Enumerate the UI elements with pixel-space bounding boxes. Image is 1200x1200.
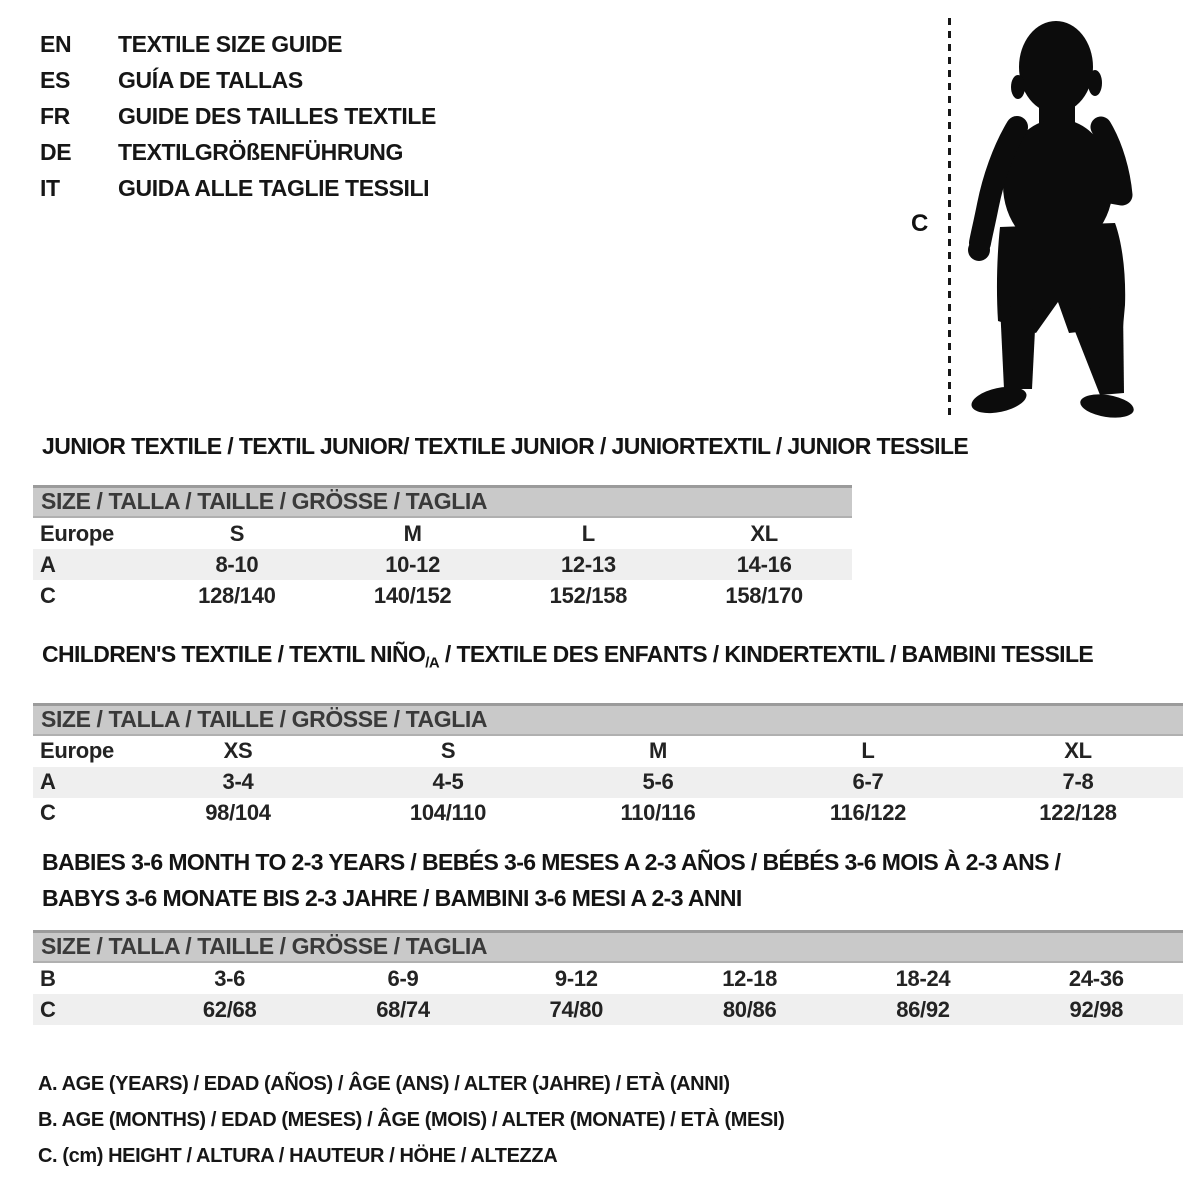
babies-size-table <box>33 963 1183 1025</box>
age-cell: 8-10 <box>149 549 325 580</box>
size-cell: XS <box>223 738 253 764</box>
children-title-part1: CHILDREN'S TEXTILE / TEXTIL NIÑO <box>42 641 426 667</box>
babies-age-row <box>33 963 1183 994</box>
lang-code: IT <box>40 175 60 201</box>
size-cell: L <box>861 738 875 764</box>
legend-line-height-cm: C. (cm) HEIGHT / ALTURA / HAUTEUR / HÖHE / ALTEZZA <box>38 1145 558 1167</box>
height-cell: 92/98 <box>1010 994 1183 1025</box>
height-cell: 74/80 <box>490 994 663 1025</box>
age-cell: 6-7 <box>763 767 973 798</box>
guide-title-es: GUÍA DE TALLAS <box>118 67 303 93</box>
height-cell: 152/158 <box>549 582 628 608</box>
toddler-silhouette <box>955 15 1140 420</box>
babies-section <box>33 850 1183 1025</box>
row-label-cell: C <box>33 994 143 1025</box>
height-cell: 68/74 <box>316 994 489 1025</box>
lang-code: FR <box>40 103 70 129</box>
junior-size-table <box>33 518 852 611</box>
size-cell: XL <box>750 520 778 546</box>
row-label-cell: A <box>33 549 149 580</box>
height-cell: 158/170 <box>725 582 803 608</box>
age-cell: 7-8 <box>973 767 1183 798</box>
height-cell: 122/128 <box>1039 800 1117 826</box>
children-size-header-bar: SIZE / TALLA / TAILLE / GRÖSSE / TAGLIA <box>33 703 1183 736</box>
guide-title-de: TEXTILGRÖßENFÜHRUNG <box>118 139 403 165</box>
height-cell: 110/116 <box>620 800 696 826</box>
lang-code: ES <box>40 67 70 93</box>
lang-row-de <box>40 134 436 170</box>
size-cell: XL <box>1064 738 1092 764</box>
size-cell: M <box>403 520 422 546</box>
row-label-cell: C <box>40 582 56 608</box>
size-cell: L <box>581 520 595 546</box>
junior-size-header-bar: SIZE / TALLA / TAILLE / GRÖSSE / TAGLIA <box>33 485 852 518</box>
region-label-cell: Europe <box>40 520 114 546</box>
legend-line-age-months: B. AGE (MONTHS) / EDAD (MESES) / ÂGE (MOIS) / ALTER (MONATE) / ETÀ (MESI) <box>38 1109 785 1131</box>
junior-height-row <box>33 580 852 611</box>
age-cell: 6-9 <box>387 965 419 991</box>
children-height-row <box>33 798 1183 829</box>
height-cell: 62/68 <box>143 994 316 1025</box>
children-title-sub: /A <box>425 654 440 672</box>
age-cell: 4-5 <box>343 767 553 798</box>
guide-title-en: TEXTILE SIZE GUIDE <box>118 31 343 57</box>
age-cell: 24-36 <box>1068 965 1124 991</box>
height-cell: 128/140 <box>198 582 276 608</box>
region-label-cell: Europe <box>40 738 114 764</box>
height-cell: 80/86 <box>663 994 836 1025</box>
row-label-cell: B <box>40 965 56 991</box>
size-cell: S <box>440 738 456 764</box>
children-age-row <box>33 767 1183 798</box>
lang-row-fr <box>40 98 436 134</box>
age-cell: 3-4 <box>133 767 343 798</box>
age-cell: 3-6 <box>214 965 246 991</box>
height-measure-label: C <box>911 210 929 237</box>
lang-row-en <box>40 26 436 62</box>
legend-line-age-years: A. AGE (YEARS) / EDAD (AÑOS) / ÂGE (ANS) / ALTER (JAHRE) / ETÀ (ANNI) <box>38 1073 730 1095</box>
guide-title-it: GUIDA ALLE TAGLIE TESSILI <box>118 175 430 201</box>
language-header <box>40 26 436 206</box>
age-cell: 9-12 <box>554 965 598 991</box>
height-cell: 98/104 <box>205 800 271 826</box>
junior-section-title: JUNIOR TEXTILE / TEXTIL JUNIOR/ TEXTILE JUNIOR / JUNIORTEXTIL / JUNIOR TESSILE <box>42 433 969 459</box>
lang-row-it <box>40 170 436 206</box>
row-label-cell: C <box>40 800 56 826</box>
babies-size-header-bar: SIZE / TALLA / TAILLE / GRÖSSE / TAGLIA <box>33 930 1183 963</box>
lang-row-es <box>40 62 436 98</box>
height-cell: 104/110 <box>409 800 487 826</box>
junior-section <box>33 433 969 611</box>
age-cell: 12-13 <box>501 549 677 580</box>
babies-section-title-line1: BABIES 3-6 MONTH TO 2-3 YEARS / BEBÉS 3-6 MESES A 2-3 AÑOS / BÉBÉS 3-6 MOIS À 2-3 ANS / <box>42 849 1061 875</box>
children-size-table <box>33 736 1183 829</box>
babies-height-row <box>33 994 1183 1025</box>
age-cell: 10-12 <box>325 549 501 580</box>
size-cell: M <box>648 738 668 764</box>
babies-section-title-line2: BABYS 3-6 MONATE BIS 2-3 JAHRE / BAMBINI 3-6 MESI A 2-3 ANNI <box>42 885 742 911</box>
junior-region-row <box>33 518 852 549</box>
measurement-legend <box>38 1066 784 1174</box>
size-cell: S <box>229 520 245 546</box>
lang-code: EN <box>40 31 72 57</box>
junior-age-row <box>33 549 852 580</box>
age-cell: 14-16 <box>676 549 852 580</box>
row-label-cell: A <box>33 767 133 798</box>
height-cell: 116/122 <box>829 800 907 826</box>
children-region-row <box>33 736 1183 767</box>
height-cell: 86/92 <box>836 994 1009 1025</box>
children-section-title <box>42 642 1183 676</box>
children-title-part2: / TEXTILE DES ENFANTS / KINDERTEXTIL / BAMBINI TESSILE <box>439 641 1094 667</box>
guide-title-fr: GUIDE DES TAILLES TEXTILE <box>118 103 436 129</box>
children-section <box>33 642 1183 829</box>
age-cell: 12-18 <box>722 965 778 991</box>
height-measure-dashed-line <box>948 18 951 416</box>
height-cell: 140/152 <box>373 582 452 608</box>
lang-code: DE <box>40 139 72 165</box>
age-cell: 5-6 <box>553 767 763 798</box>
age-cell: 18-24 <box>895 965 951 991</box>
